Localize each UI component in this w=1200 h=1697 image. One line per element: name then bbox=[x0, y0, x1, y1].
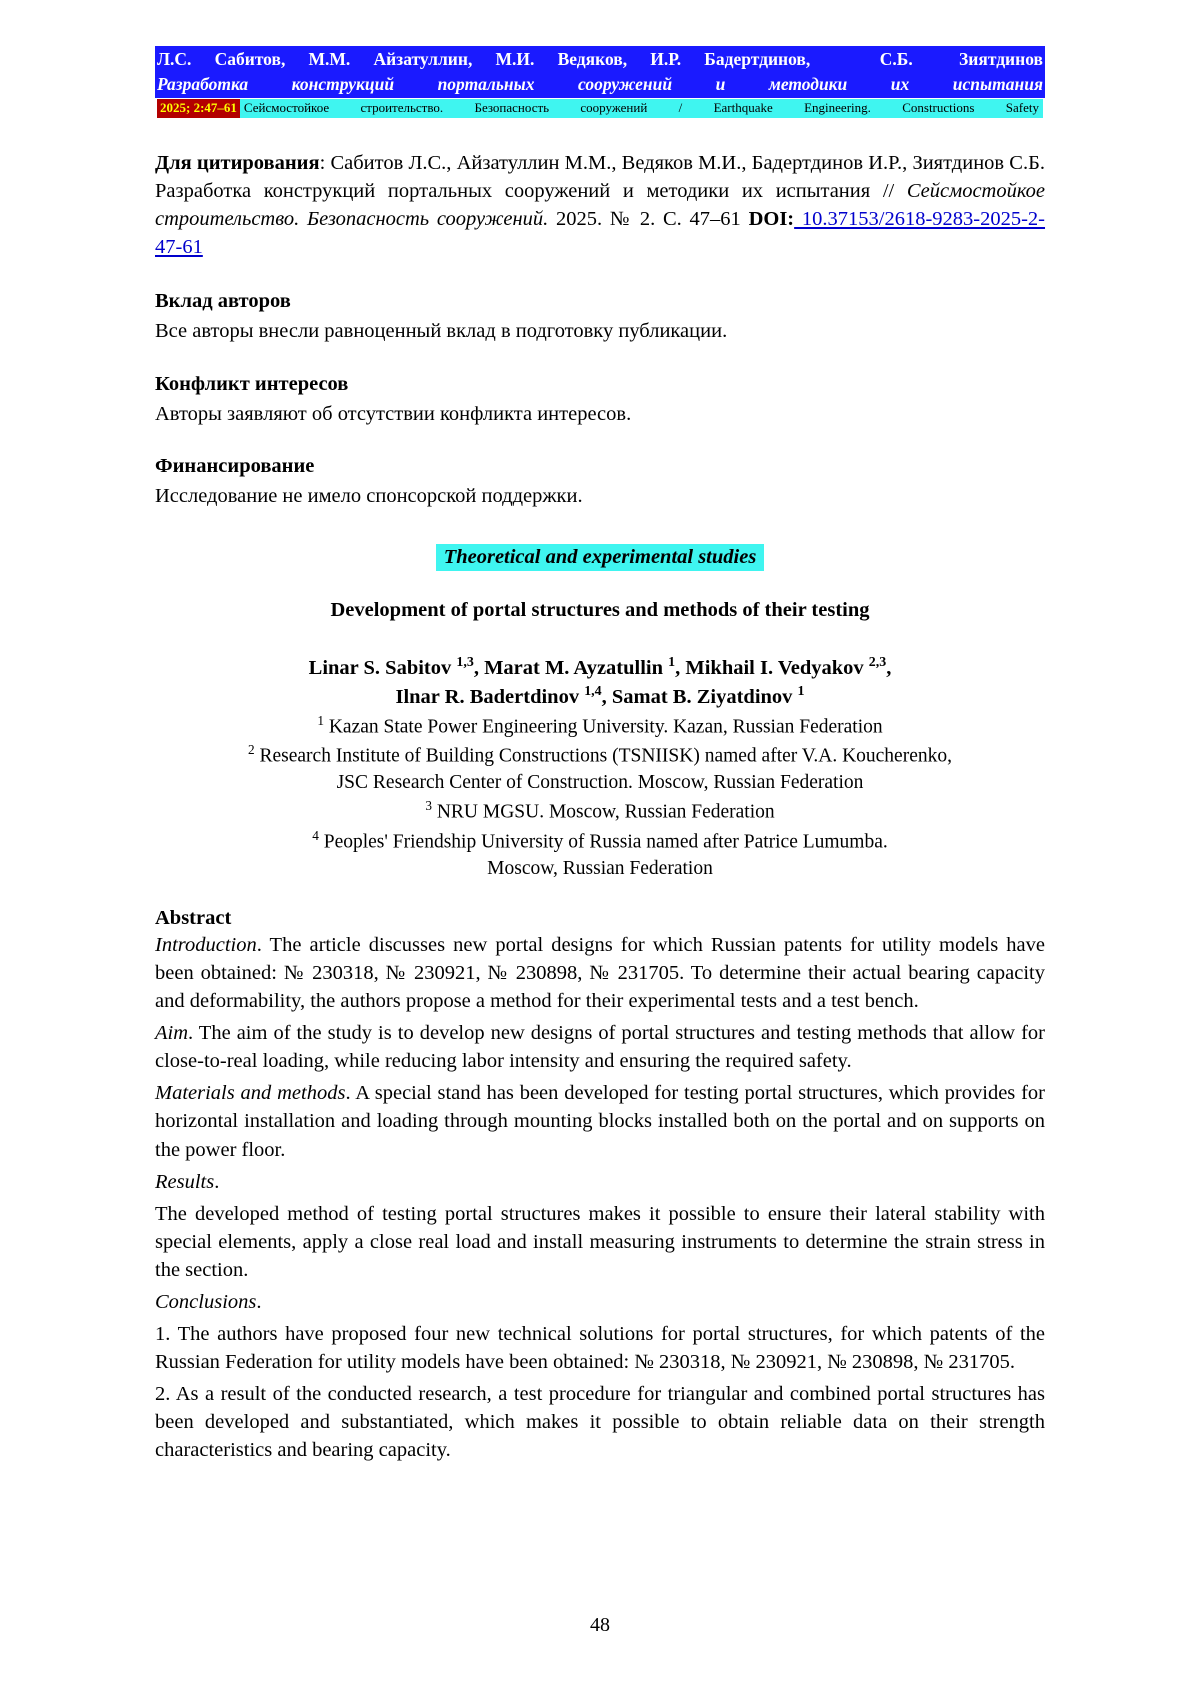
section-heading: Финансирование bbox=[155, 454, 315, 477]
section-conflict bbox=[155, 370, 1045, 428]
article-title-en: Development of portal structures and methods of their testing bbox=[330, 598, 870, 621]
authors-line-1: Linar S. Sabitov $^{1,3}$, Marat M. Ayzatullin $^1$, Mikhail I. Vedyakov $^{2,3}$, bbox=[308, 654, 892, 679]
abstract-lead: Materials and methods bbox=[155, 1082, 346, 1105]
abstract-lead: Introduction bbox=[155, 934, 257, 956]
running-head-issue: 2025; 2:47–61 bbox=[157, 99, 240, 118]
abstract-paragraph bbox=[155, 1380, 1045, 1464]
abstract-heading: Abstract bbox=[155, 907, 232, 929]
doi-link[interactable]: 10.37153/2618-9283-2025-2-47-61 bbox=[155, 208, 1046, 259]
abstract-paragraph bbox=[155, 1168, 1045, 1196]
abstract-paragraph bbox=[155, 1019, 1045, 1075]
citation-journal: Сейсмостойкое строительство. Безопасность сооружений. bbox=[155, 180, 1045, 231]
abstract-paragraph bbox=[155, 1200, 1045, 1284]
abstract-paragraph bbox=[155, 1320, 1045, 1376]
running-head-title: Разработка конструкций портальных сооружений и методики их испытания bbox=[155, 72, 1045, 98]
authors-line-2: Ilnar R. Badertdinov $^{1,4}$, Samat B. Ziyatdinov $^1$ bbox=[395, 684, 805, 708]
running-head-issue-bar bbox=[155, 98, 1045, 119]
doi-label: DOI: bbox=[748, 208, 795, 231]
abstract-body: . A special stand has been developed for testing portal structures, which provides for horizontal installation and loading through mounting blocks installed both on the portal and on supports on the power floor. bbox=[155, 1082, 1045, 1161]
rubric-wrapper bbox=[155, 544, 1045, 571]
citation-before: : Сабитов Л.С., Айзатуллин М.М., Ведяков М.И., Бадертдинов И.Р., Зиятдинов С.Б. Разработка конструкций портальных сооружений и методики их испытания // bbox=[155, 152, 1045, 203]
abstract-lead: Aim bbox=[155, 1022, 189, 1045]
abstract-paragraph bbox=[155, 1079, 1045, 1163]
abstract-paragraph bbox=[155, 931, 1045, 1015]
affiliation-4: $^4$ Peoples' Friendship University of Russia named after Patrice Lumumba. bbox=[312, 827, 888, 853]
abstract-body: . bbox=[256, 1290, 262, 1313]
citation-block bbox=[155, 149, 1045, 261]
citation-after: 2025. № 2. С. 47–61 bbox=[548, 208, 749, 231]
running-head-journal: Сейсмостойкое строительство. Безопасность сооружений / Earthquake Engineering. Constructions Safety bbox=[240, 99, 1043, 118]
affiliation-1: $^1$ Kazan State Power Engineering University. Kazan, Russian Federation bbox=[317, 712, 883, 738]
section-funding bbox=[155, 452, 1045, 510]
section-heading: Вклад авторов bbox=[155, 290, 291, 313]
abstract-body: . bbox=[214, 1170, 220, 1193]
abstract-lead: Conclusions bbox=[155, 1290, 257, 1313]
section-contributions bbox=[155, 287, 1045, 345]
running-head-authors: Л.С. Сабитов, М.М. Айзатуллин, М.И. Ведяков, И.Р. Бадертдинов, С.Б. Зиятдинов bbox=[155, 46, 1045, 72]
abstract-lead: Results bbox=[155, 1170, 215, 1193]
page-number: 48 bbox=[590, 1614, 610, 1636]
section-text: Исследование не имело спонсорской поддержки. bbox=[155, 484, 583, 507]
affiliation-3: $^3$ NRU MGSU. Moscow, Russian Federation bbox=[425, 798, 775, 823]
abstract-body: The developed method of testing portal structures makes it possible to ensure their lateral stability with special elements, apply a close real load and install measuring instruments to determine the strain stress in the section. bbox=[155, 1202, 1045, 1281]
citation-text bbox=[155, 149, 1045, 261]
abstract-paragraph bbox=[155, 1288, 1045, 1316]
affiliation-2-cont: JSC Research Center of Construction. Moscow, Russian Federation bbox=[336, 772, 864, 794]
section-heading: Конфликт интересов bbox=[155, 372, 349, 395]
abstract-body: . The article discusses new portal designs for which Russian patents for utility models have been obtained: № 230318, № 230921, № 230898, № 231705. To determine their actual bearing capacity and deformability, the authors propose a method for their experimental tests and a test bench. bbox=[155, 934, 1045, 1013]
rubric-label: Theoretical and experimental studies bbox=[436, 544, 765, 571]
section-text: Авторы заявляют об отсутствии конфликта интересов. bbox=[155, 402, 632, 425]
abstract-body: 2. As a result of the conducted research, a test procedure for triangular and combined portal structures has been developed and substantiated, which makes it possible to obtain reliable data on their strength characteristics and bearing capacity. bbox=[155, 1383, 1045, 1462]
section-text: Все авторы внесли равноценный вклад в подготовку публикации. bbox=[155, 320, 728, 343]
affiliation-2: $^2$ Research Institute of Building Constructions (TSNIISK) named after V.A. Koucherenko, bbox=[248, 741, 952, 767]
abstract-body: 1. The authors have proposed four new technical solutions for portal structures, for which patents of the Russian Federation for utility models have been obtained: № 230318, № 230921, № 230898, № 231705. bbox=[155, 1323, 1045, 1374]
affiliation-4-cont: Moscow, Russian Federation bbox=[487, 858, 713, 880]
running-head bbox=[155, 46, 1045, 119]
citation-label: Для цитирования bbox=[155, 152, 320, 175]
abstract-body: . The aim of the study is to develop new designs of portal structures and testing methods that allow for close-to-real loading, while reducing labor intensity and ensuring the required safety. bbox=[155, 1022, 1045, 1073]
